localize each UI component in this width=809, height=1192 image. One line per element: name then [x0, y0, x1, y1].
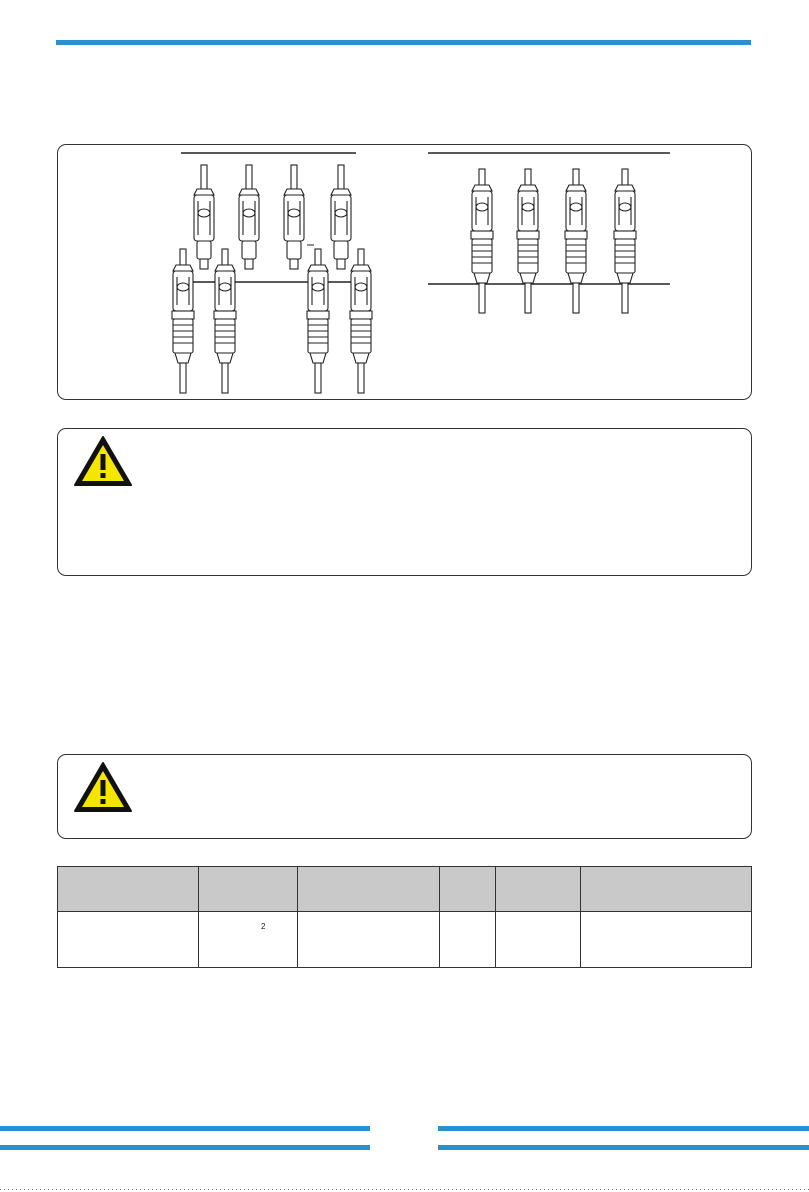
- spec-col-header: [440, 867, 496, 912]
- connector-long-4: [350, 249, 372, 393]
- spec-col-header: [58, 867, 199, 912]
- connector-right-1: [471, 169, 493, 313]
- header-accent-bar: [56, 40, 751, 45]
- warning-triangle-icon: [72, 434, 134, 488]
- superscript-mark: 2: [261, 922, 266, 931]
- spec-cell: [581, 912, 752, 968]
- spec-table-header-row: [58, 867, 752, 912]
- connector-long-3: [307, 249, 329, 393]
- spec-cell-area: [199, 912, 298, 968]
- spec-col-header: [298, 867, 440, 912]
- spec-cell: [440, 912, 496, 968]
- connector-long-1: [172, 249, 194, 393]
- connector-right-2: [517, 169, 539, 313]
- warning-box-1: [57, 428, 752, 576]
- footer-bar-right-upper: [438, 1126, 809, 1131]
- connector-illustration: [58, 145, 751, 399]
- connector-short-3: [284, 165, 304, 269]
- warning-triangle-icon: [72, 760, 134, 814]
- connector-short-4: [331, 165, 351, 269]
- spec-cell: [496, 912, 581, 968]
- spec-table: [57, 866, 752, 968]
- footer-bar-left-upper: [0, 1126, 370, 1131]
- warning-box-2: [57, 754, 752, 839]
- spec-cell: [58, 912, 199, 968]
- table-row: [58, 912, 752, 968]
- bottom-dotted-edge: [0, 1189, 809, 1190]
- spec-col-header: [581, 867, 752, 912]
- footer-bar-right-lower: [438, 1145, 809, 1150]
- connector-short-1: [194, 165, 214, 269]
- connector-right-3: [565, 169, 587, 313]
- connector-figure-panel: [57, 144, 752, 400]
- connector-long-2: [214, 249, 236, 393]
- footer-bar-left-lower: [0, 1145, 370, 1150]
- spec-cell: [298, 912, 440, 968]
- spec-col-header: [199, 867, 298, 912]
- connector-right-4: [614, 169, 636, 313]
- spec-col-header: [496, 867, 581, 912]
- connector-short-2: [239, 165, 259, 269]
